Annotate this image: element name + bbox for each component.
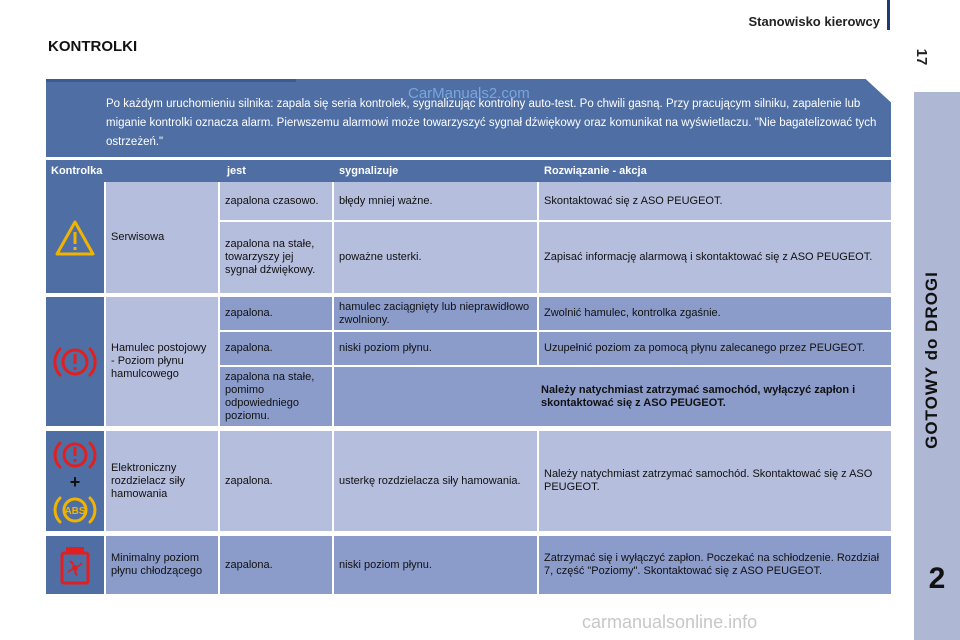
indicator-name: Serwisowa: [106, 182, 218, 293]
column-header-signal: sygnalizuje: [339, 165, 399, 177]
running-header: Stanowisko kierowcy: [748, 14, 880, 29]
intro-text: Po każdym uruchomieniu silnika: zapala się seria kontrolek, sygnalizując kontrolny auto-test. Po chwili gasną. Przy pracującym silniku, zapalenie lub miganie kontrolki oznacza alarm. Pierwszemu alarmowi może towarzyszyć sygnał dźwiękowy oraz komunikat na wyświetlaczu. "Nie bagatelizować tych ostrzeżeń.": [106, 98, 877, 148]
indicator-action: Zatrzymać się i wyłączyć zapłon. Poczekać na schłodzenie. Rozdział 7, część "Poziomy". Skontaktować się z ASO PEUGEOT.: [539, 536, 891, 594]
page-number: 17: [913, 48, 930, 66]
column-header-action: Rozwiązanie - akcja: [544, 165, 647, 177]
plus-sign: +: [69, 472, 81, 492]
indicator-name: Elektroniczny rozdzielacz siły hamowania: [106, 431, 218, 531]
indicator-state: zapalona.: [220, 536, 332, 594]
indicator-action: Należy natychmiast zatrzymać samochód. Skontaktować się z ASO PEUGEOT.: [539, 431, 891, 531]
indicator-action: Zwolnić hamulec, kontrolka zgaśnie.: [539, 297, 891, 330]
indicator-action: Skontaktować się z ASO PEUGEOT.: [539, 182, 891, 220]
column-header-indicator: Kontrolka: [51, 165, 103, 177]
indicator-action: Uzupełnić poziom za pomocą płynu zalecanego przez PEUGEOT.: [539, 332, 891, 365]
intro-banner-accent: [46, 79, 296, 82]
indicator-state: zapalona.: [220, 431, 332, 531]
parking-brake-icon-cell: [46, 297, 104, 426]
indicator-state: zapalona na stałe, towarzyszy jej sygnał dźwiękowy.: [220, 222, 332, 293]
coolant-level-icon: [58, 545, 92, 585]
indicator-signal: niski poziom płynu.: [334, 332, 537, 365]
watermark-top[interactable]: CarManuals2.com: [408, 85, 530, 102]
chapter-number: 2: [928, 562, 946, 595]
indicator-signal: hamulec zaciągnięty lub nieprawidłowo zwolniony.: [334, 297, 537, 330]
coolant-icon-cell: [46, 536, 104, 594]
warning-triangle-icon: [53, 218, 97, 258]
brake-distribution-icon-cell: [46, 431, 104, 531]
indicator-name: Minimalny poziom płynu chłodzącego: [106, 536, 218, 594]
parking-brake-icon: [52, 342, 98, 382]
column-header-state: jest: [227, 165, 246, 177]
watermark-bottom[interactable]: carmanualsonline.info: [582, 612, 758, 632]
indicator-action: Zapisać informację alarmową i skontaktować się z ASO PEUGEOT.: [539, 222, 891, 293]
indicator-state: zapalona.: [220, 297, 332, 330]
abs-label: ABS: [64, 506, 86, 517]
indicator-state: zapalona czasowo.: [220, 182, 332, 220]
indicator-signal: usterkę rozdzielacza siły hamowania.: [334, 431, 537, 531]
indicator-signal: poważne usterki.: [334, 222, 537, 293]
page-title: KONTROLKI: [48, 38, 138, 55]
indicator-signal: błędy mniej ważne.: [334, 182, 537, 220]
chapter-title-box: [909, 160, 955, 560]
header-rule: [887, 0, 890, 30]
brake-abs-icon: [48, 433, 102, 529]
indicator-action: Należy natychmiast zatrzymać samochód, wyłączyć zapłon i skontaktować się z ASO PEUGEOT.: [334, 367, 891, 426]
indicator-name: Hamulec postojowy - Poziom płynu hamulcowego: [106, 297, 218, 426]
service-warning-icon-cell: [46, 182, 104, 293]
indicator-state: zapalona na stałe, pomimo odpowiedniego poziomu.: [220, 367, 332, 426]
indicator-state: zapalona.: [220, 332, 332, 365]
chapter-title: GOTOWY do DROGI: [922, 271, 941, 449]
table-header: [46, 160, 891, 182]
indicator-signal: niski poziom płynu.: [334, 536, 537, 594]
